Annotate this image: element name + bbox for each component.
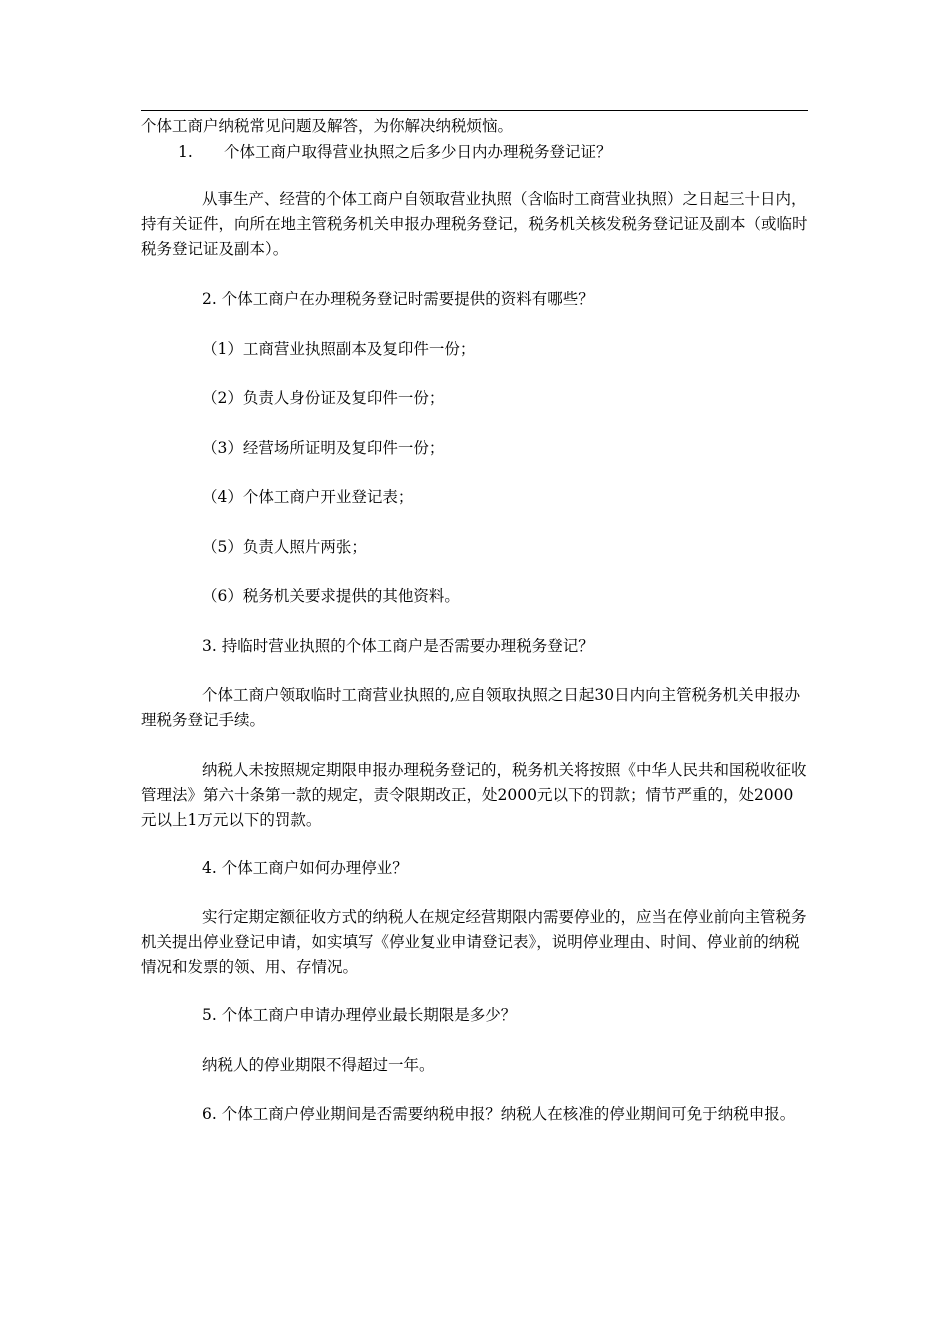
- answer-5: 纳税人的停业期限不得超过一年。: [202, 1056, 435, 1074]
- answer-3-part-1: 个体工商户领取临时工商营业执照的,应自领取执照之日起30日内向主管税务机关申报办理税务登记手续。: [141, 686, 801, 729]
- list-item: （2）负责人身份证及复印件一份；: [202, 389, 445, 407]
- question-6: 6. 个体工商户停业期间是否需要纳税申报？纳税人在核准的停业期间可免于纳税申报。: [202, 1105, 796, 1123]
- question-2: 2. 个体工商户在办理税务登记时需要提供的资料有哪些？: [202, 290, 594, 308]
- answer-4: 实行定期定额征收方式的纳税人在规定经营期限内需要停业的，应当在停业前向主管税务机关提出停业登记申请，如实填写《停业复业申请登记表》，说明停业理由、时间、停业前的纳税情况和发票的领、用、存情况。: [141, 908, 807, 976]
- answer-1: 从事生产、经营的个体工商户自领取营业执照（含临时工商营业执照）之日起三十日内，持有关证件，向所在地主管税务机关申报办理税务登记，税务机关核发税务登记证及副本（或临时税务登记证及副本）。: [141, 190, 808, 258]
- question-3: 3. 持临时营业执照的个体工商户是否需要办理税务登记？: [202, 637, 594, 655]
- header-rule: [141, 110, 808, 111]
- question-1-text: 个体工商户取得营业执照之后多少日内办理税务登记证？: [224, 143, 612, 161]
- question-4: 4. 个体工商户如何办理停业？: [202, 859, 408, 877]
- list-item: （4）个体工商户开业登记表；: [202, 488, 414, 506]
- question-5: 5. 个体工商户申请办理停业最长期限是多少？: [202, 1006, 517, 1024]
- list-item: （3）经营场所证明及复印件一份；: [202, 439, 445, 457]
- list-item: （6）税务机关要求提供的其他资料。: [202, 587, 460, 605]
- question-1-number: 1.: [178, 143, 193, 161]
- question-1: [141, 140, 808, 165]
- document-header: 个体工商户纳税常见问题及解答，为你解决纳税烦恼。: [141, 117, 514, 135]
- list-item: （5）负责人照片两张；: [202, 538, 367, 556]
- answer-3-part-2: 纳税人未按照规定期限申报办理税务登记的，税务机关将按照《中华人民共和国税收征收管理法》第六十条第一款的规定，责令限期改正，处2000元以下的罚款；情节严重的，处2000元以上1万元以下的罚款。: [141, 761, 807, 829]
- list-item: （1）工商营业执照副本及复印件一份；: [202, 340, 476, 358]
